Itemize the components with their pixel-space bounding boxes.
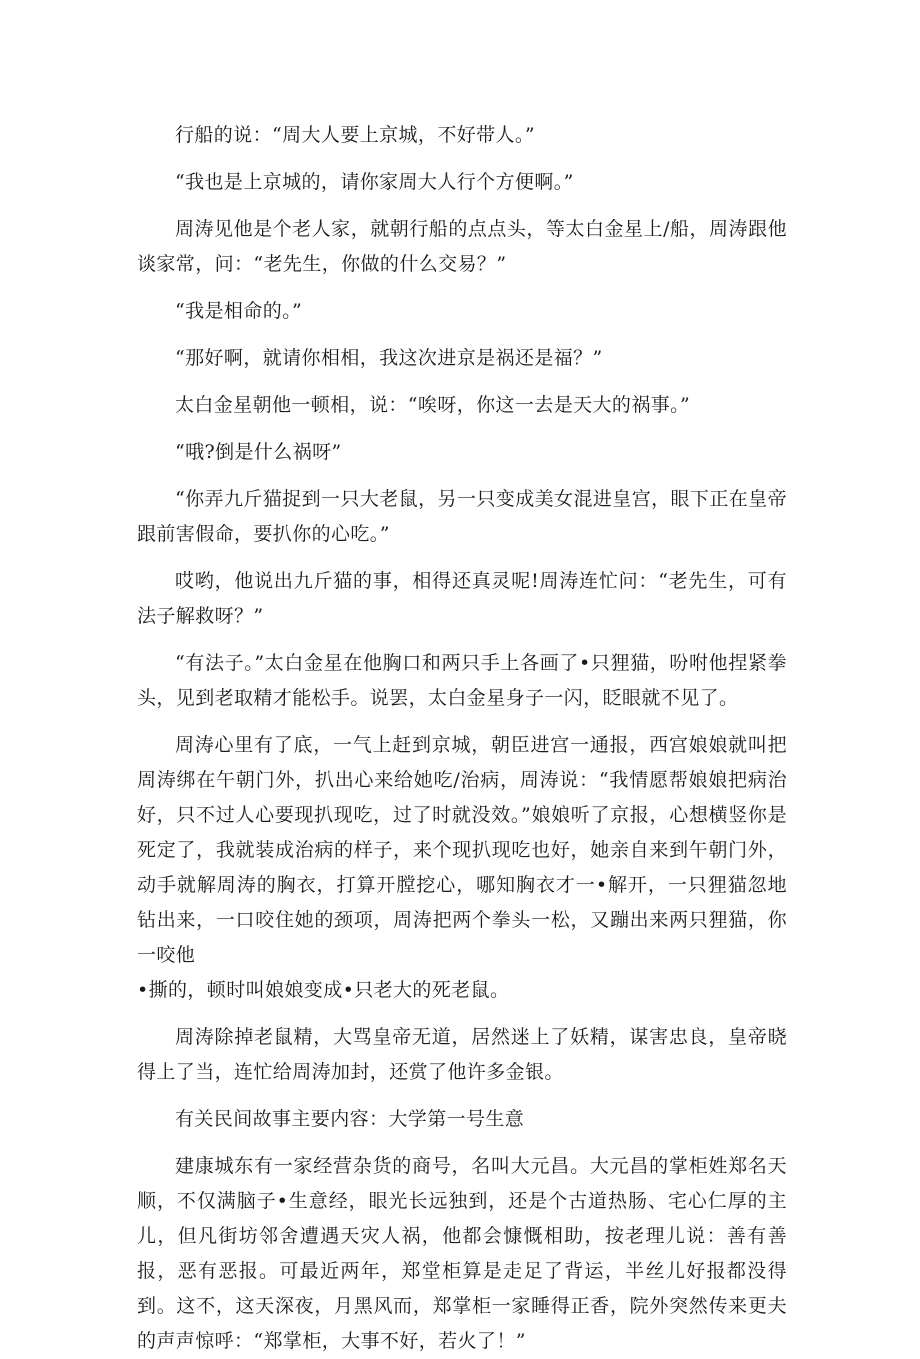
paragraph: “你弄九斤猫捉到一只大老鼠，另一只变成美女混进皇宫，眼下正在皇帝跟前害假命，要扒你的心吃。” (137, 488, 787, 545)
paragraph: “哦?倒是什么祸呀” (175, 441, 342, 463)
paragraph: “我是相命的。” (175, 300, 303, 322)
section-heading: 有关民间故事主要内容：大学第一号生意 (175, 1108, 525, 1130)
paragraph: “我也是上京城的，请你家周大人行个方便啊。” (175, 171, 574, 193)
paragraph: 周涛除掉老鼠精，大骂皇帝无道，居然迷上了妖精，谋害忠良，皇帝晓得上了当，连忙给周涛加封，还赏了他许多金银。 (137, 1026, 787, 1083)
paragraph: 周涛心里有了底，一气上赶到京城，朝臣进宫一通报，西宫娘娘就叫把周涛绑在午朝门外，扒出心来给她吃/治病，周涛说：“我情愿帮娘娘把病治好，只不过人心要现扒现吃，过了时就没效。”娘娘听了京报，心想横竖你是死定了，我就装成治病的样子，来个现扒现吃也好，她亲自来到午朝门外，动手就解周涛的胸衣，打算开膛挖心，哪知胸衣才一•解开，一只狸猫忽地钻出来，一口咬住她的颈项，周涛把两个拳头一松，又蹦出来两只狸猫，你一咬他 (137, 734, 787, 966)
paragraph: “有法子。”太白金星在他胸口和两只手上各画了•只狸猫，吩咐他捏紧拳头，见到老取精才能松手。说罢，太白金星身子一闪，眨眼就不见了。 (137, 652, 787, 709)
paragraph: “那好啊，就请你相相，我这次进京是祸还是福？” (175, 347, 603, 369)
document-body (137, 118, 787, 1359)
paragraph: •撕的，顿时叫娘娘变成•只老大的死老鼠。 (137, 979, 510, 1001)
paragraph: 哎哟，他说出九斤猫的事，相得还真灵呢!周涛连忙问：“老先生，可有法子解救呀？” (137, 570, 787, 627)
paragraph: 行船的说：“周大人要上京城，不好带人。” (175, 124, 535, 146)
paragraph: 建康城东有一家经营杂货的商号，名叫大元昌。大元昌的掌柜姓郑名天顺，不仅满脑子•生意经，眼光长远独到，还是个古道热肠、宅心仁厚的主儿，但凡街坊邻舍遭遇天灾人祸，他都会慷慨相助，按老理儿说：善有善报，恶有恶报。可最近两年，郑堂柜算是走足了背运，半丝儿好报都没得到。这不，这天深夜，月黑风而，郑掌柜一家睡得正香，院外突然传来更夫的声声惊呼：“郑掌柜，大事不好，若火了！” (137, 1155, 787, 1352)
paragraph: 周涛见他是个老人家，就朝行船的点点头，等太白金星上/船，周涛跟他谈家常，问：“老先生，你做的什么交易？” (137, 218, 787, 275)
paragraph: 太白金星朝他一顿相，说：“唉呀，你这一去是天大的祸事。” (175, 394, 691, 416)
